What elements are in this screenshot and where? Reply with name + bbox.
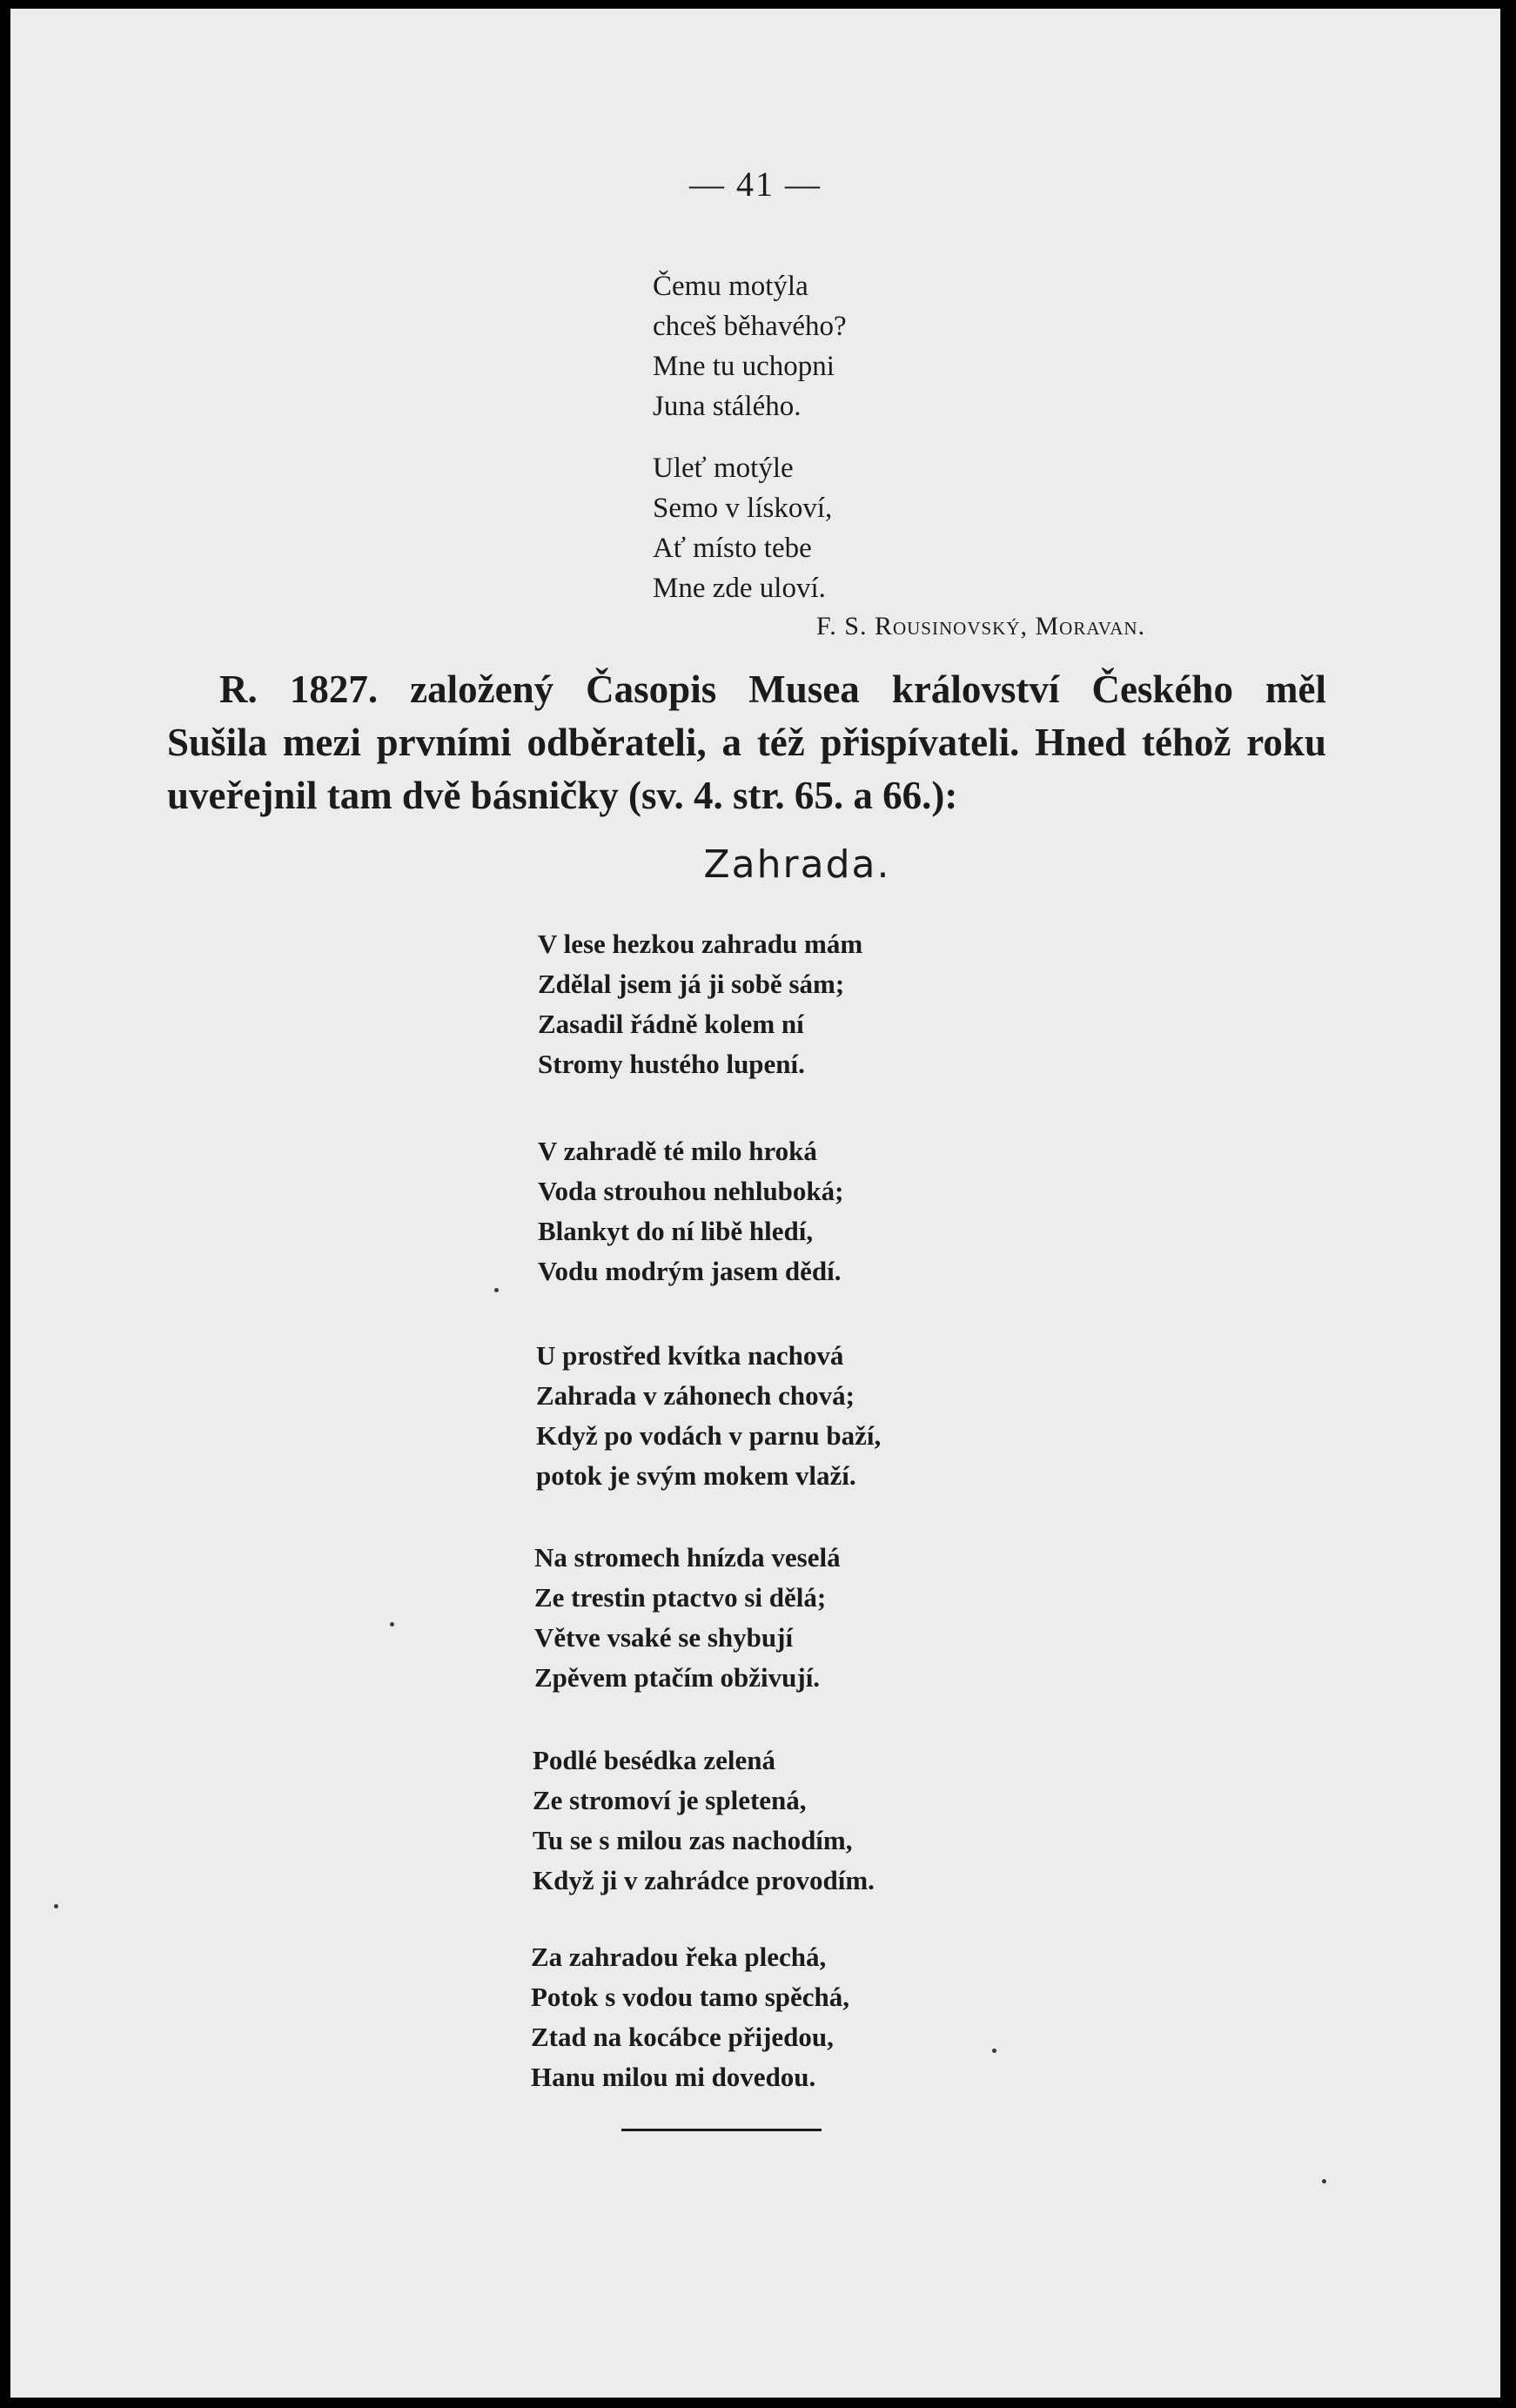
verse-line: Potok s vodou tamo spěchá, bbox=[531, 1982, 850, 2012]
verse-line: Za zahradou řeka plechá, bbox=[531, 1942, 827, 1972]
prose-paragraph bbox=[167, 663, 1326, 822]
book-page bbox=[10, 9, 1500, 2398]
verse-line: Tu se s milou zas nachodím, bbox=[533, 1825, 853, 1855]
verse-line: Zpěvem ptačím obživují. bbox=[534, 1662, 821, 1693]
verse-line: Ze trestin ptactvo si dělá; bbox=[534, 1582, 827, 1613]
verse-line: V lese hezkou zahradu mám bbox=[538, 929, 863, 959]
verse-line: Čemu motýla bbox=[653, 271, 808, 302]
ink-speck bbox=[390, 1622, 394, 1627]
poem-stanza-2 bbox=[538, 1131, 844, 1291]
prose-line: Sušila mezi prvními odběrateli, a též přispívateli. Hned téhož roku bbox=[167, 721, 1326, 764]
verse-line: Semo v lískoví, bbox=[653, 493, 833, 524]
verse-line: Stromy hustého lupení. bbox=[538, 1049, 805, 1079]
verse-line: Zdělal jsem já ji sobě sám; bbox=[538, 969, 845, 999]
verse-line: Když ji v zahrádce provodím. bbox=[533, 1865, 875, 1895]
verse-line: chceš běhavého? bbox=[653, 311, 847, 342]
ink-speck bbox=[992, 2049, 996, 2053]
prose-line: uveřejnil tam dvě básničky (sv. 4. str. 65. a 66.): bbox=[167, 774, 958, 817]
author-signature bbox=[816, 612, 1145, 641]
verse-line: Vodu modrým jasem dědí. bbox=[538, 1256, 842, 1286]
verse-line: V zahradě té milo hroká bbox=[538, 1136, 817, 1166]
poem-stanza-3 bbox=[536, 1336, 881, 1496]
verse-line: U prostřed kvítka nachová bbox=[536, 1340, 844, 1371]
verse-line: Voda strouhou nehluboká; bbox=[538, 1176, 844, 1206]
verse-line: potok je svým mokem vlaží. bbox=[536, 1460, 856, 1491]
prose-line: R. 1827. založený Časopis Musea království Českého měl bbox=[219, 667, 1326, 711]
verse-line: Zasadil řádně kolem ní bbox=[538, 1009, 804, 1039]
verse-line: Ať místo tebe bbox=[653, 533, 812, 564]
verse-line: Podlé besédka zelená bbox=[533, 1745, 775, 1775]
verse-line: Mne tu uchopni bbox=[653, 351, 835, 382]
intro-stanza-2 bbox=[653, 448, 832, 608]
signature-initials: F. S. bbox=[816, 612, 875, 641]
signature-name: Rousinovský, Moravan. bbox=[874, 612, 1146, 641]
verse-line: Uleť motýle bbox=[653, 453, 794, 484]
verse-line: Juna stálého. bbox=[653, 391, 802, 422]
intro-stanza-1 bbox=[653, 266, 847, 426]
verse-line: Hanu milou mi dovedou. bbox=[531, 2062, 816, 2092]
poem-title: Zahrada. bbox=[703, 842, 891, 887]
poem-stanza-6 bbox=[531, 1937, 849, 2097]
verse-line: Větve vsaké se shybují bbox=[534, 1622, 794, 1653]
ink-speck bbox=[1322, 2179, 1326, 2183]
verse-line: Mne zde uloví. bbox=[653, 573, 826, 604]
closing-rule bbox=[621, 2129, 822, 2131]
poem-stanza-5 bbox=[533, 1741, 875, 1901]
poem-stanza-1 bbox=[538, 924, 862, 1084]
ink-speck bbox=[54, 1904, 58, 1908]
poem-stanza-4 bbox=[534, 1538, 841, 1698]
verse-line: Když po vodách v parnu baží, bbox=[536, 1420, 882, 1451]
verse-line: Ztad na kocábce přijedou, bbox=[531, 2022, 834, 2052]
ink-speck bbox=[494, 1288, 499, 1292]
verse-line: Na stromech hnízda veselá bbox=[534, 1542, 841, 1573]
verse-line: Ze stromoví je spletená, bbox=[533, 1785, 807, 1815]
page-number: — 41 — bbox=[689, 164, 822, 204]
verse-line: Blankyt do ní libě hledí, bbox=[538, 1216, 814, 1246]
verse-line: Zahrada v záhonech chová; bbox=[536, 1380, 855, 1411]
